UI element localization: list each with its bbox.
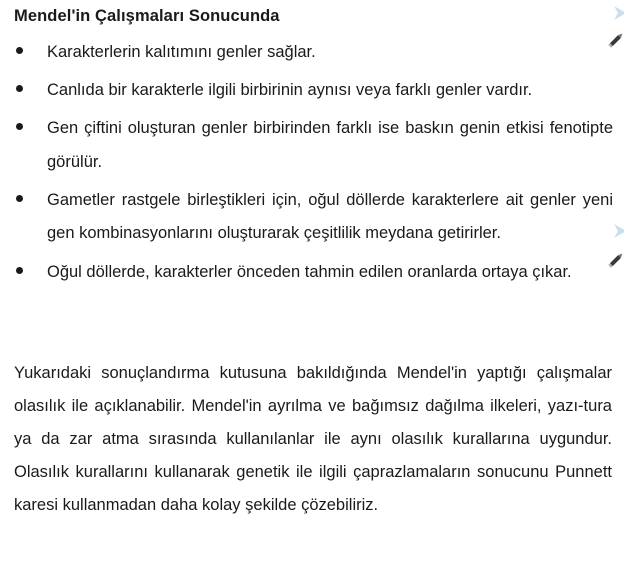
list-item (0, 74, 624, 108)
explanation-paragraph: Yukarıdaki sonuçlandırma kutusuna bakıldığında Mendel'in yaptığı çalışmalar olasılık ile açıklanabilir. Mendel'in ayrılma ve bağımsız dağılma ilkeleri, yazı-tura ya da zar atma sırasında kullanılanlar ile aynı olasılık kurallarına uygundur. Olasılık kurallarını kullanarak genetik ile ilgili çaprazlamaların sonucunu Punnett karesi kullanmadan daha kolay şekilde çözebiliriz. (14, 364, 612, 514)
list-item (0, 112, 624, 179)
list-item (0, 256, 624, 290)
section-heading: Mendel'in Çalışmaları Sonucunda (14, 7, 280, 25)
bullet-text: Karakterlerin kalıtımını genler sağlar. (47, 43, 316, 61)
bullet-text: Gametler rastgele birleştikleri için, oğul döllerde karakterlere ait genler yeni gen kombinasyonlarını oluşturarak çeşitlilik meydana getirirler. (47, 190, 613, 243)
bullet-text: Oğul döllerde, karakterler önceden tahmin edilen oranlarda ortaya çıkar. (47, 262, 572, 281)
pencil-icon (606, 250, 624, 270)
bullet-text: Canlıda bir karakterle ilgili birbirinin aynısı veya farklı genler vardır. (47, 81, 533, 100)
results-bullet-list (0, 36, 624, 294)
bullet-icon (16, 47, 23, 54)
list-item (0, 184, 624, 251)
arrow-icon (612, 4, 624, 22)
bullet-text: Gen çiftini oluşturan genler birbirinden farklı ise baskın genin etkisi fenotipte görülür. (47, 119, 613, 171)
pencil-icon (606, 30, 624, 50)
bullet-icon (16, 195, 23, 202)
arrow-icon (612, 222, 624, 240)
bullet-icon (16, 267, 23, 274)
list-item (0, 36, 624, 70)
bullet-icon (16, 85, 23, 92)
bullet-icon (16, 123, 23, 130)
